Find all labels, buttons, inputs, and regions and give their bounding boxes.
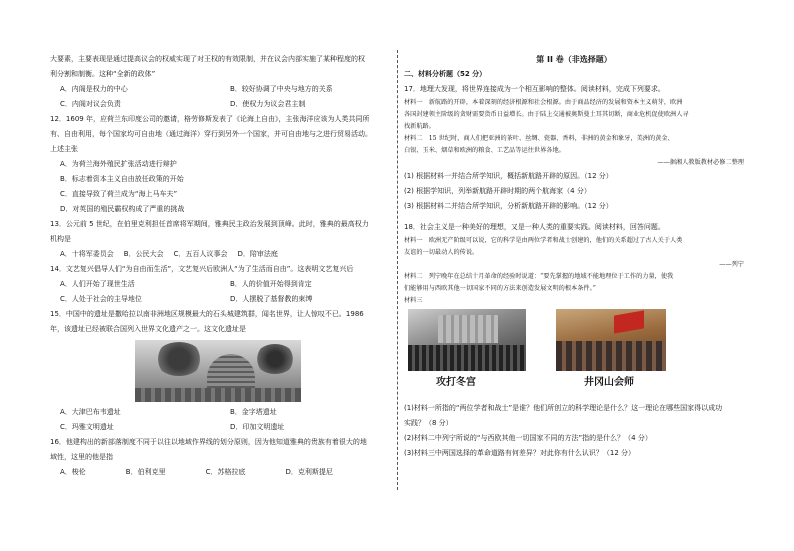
jinggangshan-painting (556, 309, 666, 371)
ruins-photo (135, 340, 301, 402)
q11-text: 大要素，主要表现是通过提高议会的权威实现了对王权的有效限制，并在议会内部实施了某种程度的权 (50, 55, 365, 63)
material-line: 材料二 列宁晚年在总结十月革命的经验时说道：“要先掌握的地域不能地理位于工作的力量，使我 (404, 273, 674, 280)
source-citation: ——列宁 (719, 261, 744, 268)
material-3-label: 材料三 (404, 297, 423, 304)
crowd-shape (408, 345, 526, 371)
option-a: A．为荷兰海外殖民扩张活动进行辩护 (60, 160, 177, 168)
material-line: 找新航路。 (404, 123, 435, 130)
q11-text: 利分割和制衡。这种“全新的政体” (50, 70, 156, 78)
option-c: C．玛雅文明遗址 (60, 423, 114, 431)
source-citation: ——据湘人教版教材必修二整理 (657, 159, 744, 166)
option-b: B．金字塔遗址 (230, 408, 277, 416)
q18-question-3: (3)材料三中两国选择的革命道路有何差异？对此你有什么认识？（12 分） (404, 449, 636, 457)
q17-question-3: (3) 根据材料二并结合所学知识，分析新航路开辟的影响。（12 分） (404, 202, 613, 210)
q13-options (50, 247, 390, 262)
option-c: C．内阁对议会负责 (60, 100, 121, 108)
q17-material-1 (404, 97, 744, 133)
q14-options (50, 277, 390, 307)
left-column (50, 52, 390, 480)
q18-material-2 (404, 271, 744, 307)
option-c: C．直接导致了荷兰成为“海上马车夫” (60, 190, 178, 198)
option-d: D．使权力为议会君主制 (230, 100, 306, 108)
option-c: C．人处于社会的主导地位 (60, 295, 142, 303)
tree-shape (255, 344, 295, 374)
material-line: 们能够用与西欧其他一切国家不同的方法来创造发展文明的根本条件。” (404, 285, 596, 292)
stone-wall-shape (135, 388, 301, 402)
option-d: D．克利斯提尼 (285, 468, 333, 476)
option-b: B．较好协调了中央与地方的关系 (230, 85, 333, 93)
option-a: A．大津巴布韦遗址 (60, 408, 121, 416)
option-a: A．十将军委员会 (60, 250, 114, 258)
q15-options (50, 405, 390, 435)
winter-palace-photo (408, 309, 526, 371)
red-flag-shape (614, 310, 644, 333)
material-line: 各国封建领主阶级的贪财需要货币日益增长。由于陆上交通被奥斯曼土耳其切断，商业危机促使欧洲人寻 (404, 111, 689, 118)
q15-text: 15．中国中的遗址是撒哈拉以南非洲地区规模最大的石头城建筑群，闻名世界，让人惊叹不已。1986 (50, 310, 364, 318)
option-a: A．梭伦 (60, 468, 86, 476)
q17-question-1: (1) 根据材料一并结合所学知识，概括新航路开辟的原因。（12 分） (404, 172, 613, 180)
option-a: A．人们开始了现世生活 (60, 280, 135, 288)
material-3-photos (404, 309, 744, 399)
palace-shape (438, 315, 498, 343)
option-d: D．人摆脱了基督教的束缚 (230, 295, 313, 303)
material-line: 友谊的一切最动人的传说。 (404, 249, 479, 256)
material-line: 白银、玉米、烟草和欧洲的粮食、工艺品等运往世界各地。 (404, 147, 565, 154)
option-b: B．标志着资本主义自由放任政策的开始 (60, 175, 184, 183)
q12-text: 12．1609 年，应荷兰东印度公司的邀请，格劳修斯发表了《论海上自由》，主张海洋应该为人类共同所 (50, 115, 370, 123)
q17-material-2 (404, 133, 744, 169)
option-c: C．五百人议事会 (173, 250, 228, 258)
photo-1-caption: 攻打冬宫 (436, 377, 476, 388)
q13-text: 13．公元前 5 世纪，在伯里克利担任首席将军期间，雅典民主政治发展到顶峰。此时，雅典的最高权力 (50, 220, 369, 228)
q18-question-1-cont: 实践？（8 分） (404, 419, 453, 427)
q18-material-1 (404, 235, 744, 271)
photo-2-caption: 井冈山会师 (584, 377, 634, 388)
people-shape (556, 341, 666, 371)
q12-text: 有、自由利用，每个国家均可自由地（通过海洋）穿行到另外一个国家，并可自由地与之进行贸易活动。 (50, 130, 372, 138)
material-line: 材料一 新航路的开辟，本着深刻的经济根源和社会根源。由于商品经济的发展和资本主义萌芽，欧洲 (404, 99, 683, 106)
q17-intro: 17．地理大发现，将世界连接成为一个相互影响的整体。阅读材料，完成下列要求。 (404, 85, 665, 93)
q11-options (50, 82, 390, 112)
option-b: B．公民大会 (123, 250, 164, 258)
option-b: B．伯利克里 (125, 468, 166, 476)
q12-text: 上述主张 (50, 145, 78, 153)
q13-text: 机构是 (50, 235, 71, 243)
option-b: B．人的价值开始得到肯定 (230, 280, 312, 288)
option-d: D．印加文明遗址 (230, 423, 285, 431)
q18-question-2: (2)材料二中列宁所说的“与西欧其他一切国家不同的方法”指的是什么？（4 分） (404, 434, 652, 442)
q18-intro: 18．社会主义是一种美好的理想，又是一种人类的重要实践。阅读材料，回答问题。 (404, 223, 665, 231)
option-d: D．陪审法庭 (237, 250, 278, 258)
q18-question-1: (1)材料一所指的“两位学者和战士”是谁？他们所创立的科学理论是什么？这一理论在哪些国家得以成功 (404, 404, 723, 412)
q16-options (50, 465, 390, 480)
column-divider (397, 50, 398, 490)
material-line: 材料一 欧洲无产阶级可以说，它的科学是由两位学者和战士创建的，他们的关系超过了古人关于人类 (404, 237, 683, 244)
section-title: 第 II 卷（非选择题） (536, 55, 612, 64)
option-a: A．内阁是权力的中心 (60, 85, 128, 93)
option-c: C．苏格拉底 (205, 468, 246, 476)
right-column (404, 52, 744, 461)
q17-question-2: (2) 根据学知识，列举新航路开辟时期的两个航海家（4 分） (404, 187, 591, 195)
section-heading: 二、材料分析题（52 分） (404, 70, 487, 78)
q14-text: 14．文艺复兴倡导人们“为自由而生活”，文艺复兴后欧洲人“为了生活而自由”。这表明文艺复兴后 (50, 265, 354, 273)
material-line: 材料二 15 世纪时，商人们把亚洲的茶叶、丝绸、瓷器、香料，非洲的黄金和象牙，美洲的黄金、 (404, 135, 674, 142)
q16-text: 域性，这里的他是指 (50, 453, 113, 461)
option-d: D．对英国的殖民霸权构成了严重的挑战 (60, 205, 185, 213)
q15-text: 年，该遗址已经被联合国列入世界文化遗产之一。这文化遗址是 (50, 325, 246, 333)
q16-text: 16．他建构出的新部落制度不同于以往以地域作界线的划分原则，因为他知道雅典的贵族有着很大的地 (50, 438, 367, 446)
tree-shape (155, 342, 203, 376)
